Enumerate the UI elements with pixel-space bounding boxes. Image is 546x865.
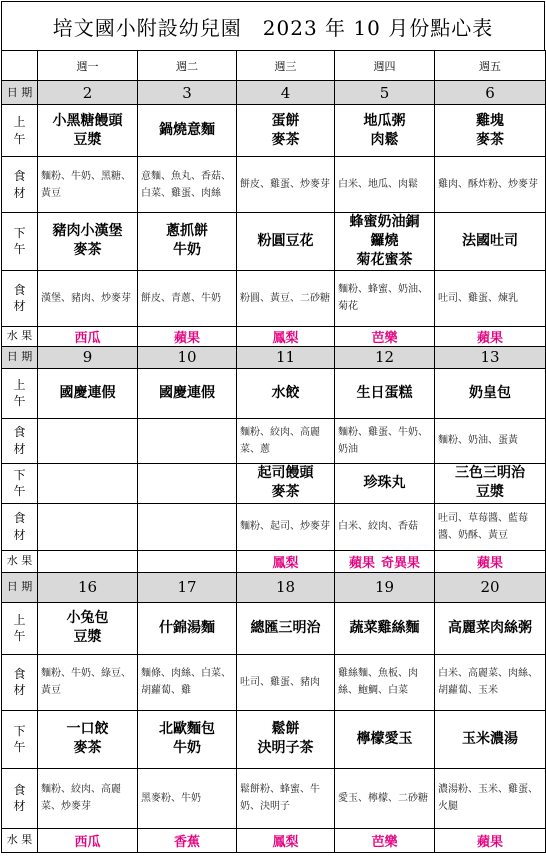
fruit-name: 蘋果 — [476, 834, 503, 850]
ingredients-label-char: 食 — [13, 511, 26, 526]
afternoon-label-char: 午 — [13, 242, 26, 257]
fruit-label: 水 果 — [2, 828, 38, 852]
fruit-name: 蘋果 — [173, 330, 200, 346]
snack-name: 高麗菜肉絲粥 — [448, 619, 532, 636]
fruit-cell — [335, 550, 435, 572]
afternoon-snack-cell — [138, 463, 237, 503]
morning-snack-cell — [237, 368, 335, 418]
afternoon-label-char: 午 — [13, 740, 26, 755]
afternoon-snack-cell — [38, 213, 138, 271]
snack-name: 奶皇包 — [469, 384, 511, 401]
date-number: 12 — [335, 346, 435, 368]
ingredients-cell — [38, 503, 138, 550]
fruit-name: 鳳梨 — [272, 834, 299, 850]
weekday-header: 週三 — [237, 51, 335, 81]
ingredients-cell: 白米、絞肉、香菇 — [335, 503, 435, 550]
morning-label — [2, 105, 38, 157]
date-number: 4 — [237, 81, 335, 105]
snack-name: 鬆餅 — [271, 721, 300, 738]
snack-name: 麥茶 — [73, 242, 102, 259]
ingredients-label-char: 材 — [13, 527, 26, 542]
fruit-cell — [237, 828, 335, 852]
afternoon-snack-cell — [335, 710, 435, 768]
fruit-cell — [138, 326, 237, 346]
ingredients-label — [2, 654, 38, 710]
snack-name: 總匯三明治 — [250, 619, 321, 636]
date-number: 17 — [138, 572, 237, 602]
snack-name: 鑼燒 — [370, 232, 399, 249]
morning-snack-cell — [237, 602, 335, 654]
afternoon-snack-cell — [237, 213, 335, 271]
snack-name: 蔥抓餅 — [166, 223, 208, 240]
ingredients-label-char: 食 — [13, 425, 26, 440]
fruit-name: 奇異果 — [381, 555, 421, 571]
afternoon-snack-cell — [435, 463, 546, 503]
ingredients-cell: 意麵、魚丸、香菇、白菜、雞蛋、肉絲 — [138, 157, 237, 213]
date-label: 日 期 — [2, 572, 38, 602]
fruit-name: 西瓜 — [74, 330, 101, 346]
ingredients-cell — [138, 503, 237, 550]
snack-name: 地瓜粥 — [363, 112, 406, 129]
snack-name: 檸檬愛玉 — [356, 730, 413, 747]
date-number: 9 — [38, 346, 138, 368]
snack-name: 牛奶 — [173, 740, 201, 757]
weekday-header: 週五 — [435, 51, 546, 81]
fruit-name: 蘋果 — [348, 555, 375, 571]
ingredients-cell: 吐司、雞蛋、煉乳 — [435, 270, 546, 326]
snack-name: 豆漿 — [476, 484, 504, 501]
snack-name: 菊花蜜茶 — [356, 251, 413, 268]
afternoon-snack-cell — [335, 213, 435, 271]
ingredients-cell: 吐司、雞蛋、豬肉 — [237, 654, 335, 710]
afternoon-label-char: 下 — [13, 723, 26, 738]
fruit-cell — [138, 828, 237, 852]
morning-snack-cell — [38, 602, 138, 654]
ingredients-label-char: 材 — [13, 299, 26, 314]
snack-name: 小黑糖饅頭 — [52, 112, 123, 129]
morning-snack-cell — [38, 105, 138, 157]
fruit-label: 水 果 — [2, 550, 38, 572]
morning-label — [2, 368, 38, 418]
afternoon-snack-cell — [435, 710, 546, 768]
morning-snack-cell — [335, 368, 435, 418]
weekday-header: 週四 — [335, 51, 435, 81]
fruit-name: 西瓜 — [74, 834, 101, 850]
snack-name: 麥茶 — [73, 740, 102, 757]
ingredients-cell: 白米、地瓜、肉鬆 — [335, 157, 435, 213]
afternoon-snack-cell — [38, 463, 138, 503]
snack-name: 牛奶 — [173, 242, 201, 259]
date-number: 13 — [435, 346, 546, 368]
date-number: 2 — [38, 81, 138, 105]
page-title: 培文國小附設幼兒園 2023 年 10 月份點心表 — [1, 1, 545, 50]
afternoon-snack-cell — [435, 213, 546, 271]
ingredients-label — [2, 418, 38, 463]
ingredients-label-char: 食 — [13, 666, 26, 681]
snack-name: 麥茶 — [476, 131, 504, 148]
ingredients-cell: 麵粉、起司、炒麥芽 — [237, 503, 335, 550]
afternoon-label — [2, 463, 38, 503]
fruit-cell — [237, 550, 335, 572]
ingredients-label — [2, 270, 38, 326]
ingredients-cell: 麵粉、蜂蜜、奶油、菊花 — [335, 270, 435, 326]
ingredients-cell: 黑麥粉、牛奶 — [138, 768, 237, 828]
snack-name: 粉圓豆花 — [257, 232, 314, 249]
weekday-header: 週一 — [38, 51, 138, 81]
snack-name: 蔬菜雞絲麵 — [349, 619, 420, 636]
ingredients-cell: 麵粉、絞肉、高麗菜、炒麥芽 — [38, 768, 138, 828]
ingredients-cell: 麵粉、絞肉、高麗菜、蔥 — [237, 418, 335, 463]
afternoon-snack-cell — [237, 463, 335, 503]
snack-name: 國慶連假 — [159, 384, 215, 401]
morning-label-char: 午 — [13, 131, 26, 146]
ingredients-cell: 愛玉、檸檬、二砂糖 — [335, 768, 435, 828]
snack-name: 水餃 — [271, 384, 300, 401]
snack-name: 生日蛋糕 — [356, 384, 413, 401]
fruit-cell — [435, 828, 546, 852]
ingredients-cell — [138, 418, 237, 463]
date-number: 18 — [237, 572, 335, 602]
morning-label-char: 上 — [13, 377, 26, 392]
fruit-name: 香蕉 — [173, 834, 200, 850]
snack-name: 小兔包 — [66, 610, 109, 627]
morning-snack-cell — [435, 368, 546, 418]
snack-name: 蜂蜜奶油銅 — [349, 214, 420, 230]
morning-snack-cell — [38, 368, 138, 418]
afternoon-label-char: 下 — [13, 467, 26, 482]
snack-name: 豆漿 — [73, 629, 102, 646]
ingredients-cell: 麵粉、雞蛋、牛奶、奶油 — [335, 418, 435, 463]
afternoon-snack-cell — [237, 710, 335, 768]
date-label: 日 期 — [2, 81, 38, 105]
ingredients-label-char: 食 — [13, 282, 26, 297]
afternoon-snack-cell — [138, 213, 237, 271]
morning-label-char: 午 — [13, 629, 26, 644]
fruit-name: 鳳梨 — [272, 330, 299, 346]
ingredients-cell: 吐司、草莓醬、藍莓醬、奶酥、黃豆 — [435, 503, 546, 550]
snack-name: 肉鬆 — [370, 131, 399, 148]
fruit-cell — [435, 550, 546, 572]
morning-snack-cell — [335, 105, 435, 157]
snack-name: 玉米濃湯 — [462, 730, 518, 747]
date-number: 6 — [435, 81, 546, 105]
snack-name: 鍋燒意麵 — [159, 122, 215, 139]
morning-snack-cell — [435, 602, 546, 654]
snack-name: 豬肉小漢堡 — [52, 223, 123, 240]
morning-snack-cell — [435, 105, 546, 157]
afternoon-label — [2, 213, 38, 271]
fruit-name: 芭樂 — [371, 330, 398, 346]
ingredients-label-char: 食 — [13, 169, 26, 184]
morning-snack-cell — [138, 602, 237, 654]
ingredients-cell: 餅皮、雞蛋、炒麥芽 — [237, 157, 335, 213]
fruit-cell — [435, 326, 546, 346]
date-number: 10 — [138, 346, 237, 368]
snack-name: 三色三明治 — [455, 465, 525, 482]
ingredients-cell: 麵條、肉絲、白菜、胡蘿蔔、雞 — [138, 654, 237, 710]
ingredients-cell: 白米、高麗菜、肉絲、胡蘿蔔、玉米 — [435, 654, 546, 710]
date-number: 11 — [237, 346, 335, 368]
fruit-cell — [38, 550, 138, 572]
fruit-cell — [237, 326, 335, 346]
morning-label — [2, 602, 38, 654]
afternoon-snack-cell — [38, 710, 138, 768]
ingredients-cell: 麵粉、奶油、蛋黃 — [435, 418, 546, 463]
ingredients-cell — [38, 418, 138, 463]
morning-label-char: 上 — [13, 115, 26, 130]
snack-name: 珍珠丸 — [363, 474, 406, 491]
afternoon-snack-cell — [335, 463, 435, 503]
ingredients-cell: 鬆餅粉、蜂蜜、牛奶、決明子 — [237, 768, 335, 828]
snack-name: 豆漿 — [73, 131, 102, 148]
ingredients-label — [2, 503, 38, 550]
morning-snack-cell — [138, 105, 237, 157]
fruit-label: 水 果 — [2, 326, 38, 346]
snack-name: 決明子茶 — [257, 740, 314, 757]
weekday-header: 週二 — [138, 51, 237, 81]
ingredients-cell: 雞肉、酥炸粉、炒麥芽 — [435, 157, 546, 213]
morning-label-char: 上 — [13, 612, 26, 627]
afternoon-label — [2, 710, 38, 768]
date-number: 16 — [38, 572, 138, 602]
ingredients-cell: 粉圓、黃豆、二砂糖 — [237, 270, 335, 326]
fruit-cell — [335, 828, 435, 852]
ingredients-cell: 雞絲麵、魚板、肉絲、鮑鯛、白菜 — [335, 654, 435, 710]
date-number: 20 — [435, 572, 546, 602]
fruit-name: 蘋果 — [476, 555, 503, 571]
snack-name: 北歐麵包 — [159, 721, 215, 738]
snack-name: 法國吐司 — [462, 232, 518, 249]
fruit-name: 鳳梨 — [272, 555, 299, 571]
fruit-cell — [138, 550, 237, 572]
ingredients-cell: 濃湯粉、玉米、雞蛋、火腿 — [435, 768, 546, 828]
ingredients-label — [2, 157, 38, 213]
fruit-cell — [335, 326, 435, 346]
snack-menu-table — [1, 50, 546, 853]
snack-name: 國慶連假 — [59, 384, 116, 401]
snack-name: 麥茶 — [271, 131, 300, 148]
date-number: 3 — [138, 81, 237, 105]
ingredients-cell: 餅皮、青蔥、牛奶 — [138, 270, 237, 326]
snack-name: 一口餃 — [66, 721, 109, 738]
date-label: 日 期 — [2, 346, 38, 368]
morning-snack-cell — [138, 368, 237, 418]
morning-snack-cell — [237, 105, 335, 157]
morning-snack-cell — [335, 602, 435, 654]
fruit-cell — [38, 326, 138, 346]
ingredients-label-char: 材 — [13, 441, 26, 456]
fruit-name: 芭樂 — [371, 834, 398, 850]
snack-name: 麥茶 — [271, 484, 300, 501]
afternoon-label-char: 下 — [13, 226, 26, 241]
ingredients-label-char: 材 — [13, 683, 26, 698]
snack-name: 什錦湯麵 — [159, 619, 215, 636]
afternoon-snack-cell — [138, 710, 237, 768]
snack-name: 起司饅頭 — [257, 465, 314, 482]
snack-name: 蛋餅 — [271, 112, 300, 129]
fruit-name: 蘋果 — [476, 330, 503, 346]
ingredients-cell: 麵粉、牛奶、黑糖、黃豆 — [38, 157, 138, 213]
fruit-cell — [38, 828, 138, 852]
ingredients-label — [2, 768, 38, 828]
corner-cell — [2, 51, 38, 81]
ingredients-cell: 麵粉、牛奶、綠豆、黃豆 — [38, 654, 138, 710]
snack-name: 雞塊 — [476, 112, 504, 129]
ingredients-cell: 漢堡、豬肉、炒麥芽 — [38, 270, 138, 326]
date-number: 19 — [335, 572, 435, 602]
ingredients-label-char: 食 — [13, 782, 26, 797]
ingredients-label-char: 材 — [13, 799, 26, 814]
date-number: 5 — [335, 81, 435, 105]
morning-label-char: 午 — [13, 394, 26, 409]
afternoon-label-char: 午 — [13, 484, 26, 499]
ingredients-label-char: 材 — [13, 185, 26, 200]
